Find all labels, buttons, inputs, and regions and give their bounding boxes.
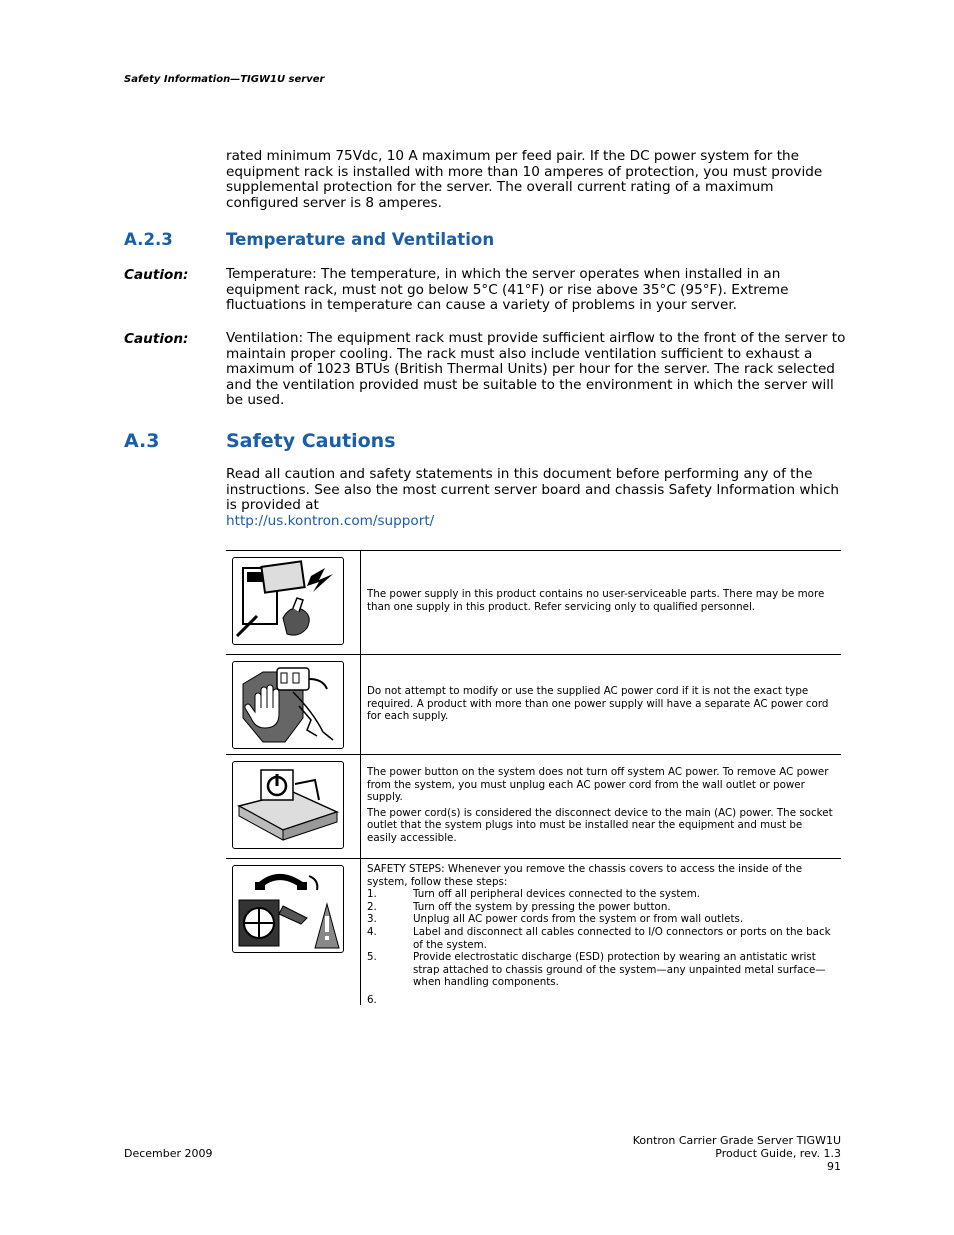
section-number: A.2.3: [124, 230, 173, 249]
page-number: 91: [827, 1160, 841, 1173]
list-item: 2. Turn off the system by pressing the power button.: [367, 900, 671, 913]
table-row: [226, 859, 841, 1005]
ac-cord-stop-hand-icon: [232, 661, 344, 749]
caution-label-temperature: Caution:: [124, 267, 189, 283]
section-title: Safety Cautions: [226, 430, 396, 452]
safety-cautions-text: Read all caution and safety statements in this document before performing any of the instructions. See also the most current server board and chassis Safety Information which is provided at: [226, 466, 840, 514]
table-row: [226, 755, 841, 859]
text-cell: [361, 755, 842, 859]
icon-cell: [226, 655, 361, 755]
section-number: A.3: [124, 430, 160, 452]
list-item: 4. Label and disconnect all cables connected to I/O connectors or ports on the back of the system.: [367, 925, 831, 951]
safety-cautions-body: [226, 467, 846, 529]
icon-cell: [226, 551, 361, 655]
list-item: 5. Provide electrostatic discharge (ESD) protection by wearing an antistatic wrist strap attached to chassis ground of the system—any unpainted metal surface—when handling components.: [367, 951, 826, 989]
row-text-2: The power cord(s) is considered the disconnect device to the main (AC) power. The socket outlet that the system plugs into must be installed near the equipment and must be easily accessible.: [367, 806, 833, 844]
safety-steps-icon: [232, 865, 344, 953]
row-text-1: The power button on the system does not turn off system AC power. To remove AC power from the system, you must unplug each AC power cord from the wall outlet or power supply.: [367, 766, 829, 804]
table-row: [226, 551, 841, 655]
footer-guide: Product Guide, rev. 1.3: [715, 1147, 841, 1160]
footer-product: Kontron Carrier Grade Server TIGW1U: [632, 1134, 841, 1147]
power-button-chassis-icon: [232, 761, 344, 849]
text-cell: [361, 551, 842, 655]
caution-temperature-text: Temperature: The temperature, in which the server operates when installed in an equipment rack, must not go below 5°C (41°F) or rise above 35°C (95°F). Extreme fluctuations in temperature can cause a variety of problems in your server.: [226, 266, 789, 314]
row-text: The power supply in this product contains no user-serviceable parts. There may be more than one supply in this product. Refer servicing only to qualified personnel.: [367, 588, 825, 613]
support-link[interactable]: http://us.kontron.com/support/: [226, 512, 435, 529]
text-cell: [361, 655, 842, 755]
safety-steps-intro: SAFETY STEPS: Whenever you remove the chassis covers to access the inside of the system, follow these steps:: [367, 863, 803, 888]
list-item: 3. Unplug all AC power cords from the system or from wall outlets.: [367, 913, 744, 926]
icon-cell: [226, 859, 361, 1005]
caution-ventilation-text: Ventilation: The equipment rack must provide sufficient airflow to the front of the server to maintain proper cooling. The rack must also include ventilation sufficient to exhaust a maximum of 1023 BTUs (British Thermal Units) per hour for the server. The rack selected and the ventilation provided must be suitable to the environment in which the server will be used.: [226, 330, 846, 409]
section-title: Temperature and Ventilation: [226, 230, 495, 249]
icon-cell: [226, 755, 361, 859]
safety-steps-list: 1. Turn off all peripheral devices connected to the system. 2. Turn off the system by pressing the power button. 3. Unplug all AC power cords from the system or from wall outlets. 4. Label and disconnect all cables connected to I/O connectors or ports on the back of the system. 5. Provide electrostatic discharge (ESD) protection by wearing an antistatic wrist strap attached to chassis ground of the system—any unpainted metal surface—when handling components. 6.: [367, 888, 835, 989]
footer-right: [633, 1134, 841, 1173]
intro-paragraph: rated minimum 75Vdc, 10 A maximum per feed pair. If the DC power system for the equipment rack is installed with more than 10 amperes of protection, you must provide supplemental protection for the server. The overall current rating of a maximum configured server is 8 amperes.: [226, 148, 823, 211]
text-cell: [361, 859, 842, 1005]
caution-label-ventilation: Caution:: [124, 331, 189, 347]
power-supply-shock-icon: [232, 557, 344, 645]
running-header: Safety Information—TIGW1U server: [124, 74, 325, 85]
list-item: 1. Turn off all peripheral devices connected to the system.: [367, 888, 701, 901]
row-text: Do not attempt to modify or use the supplied AC power cord if it is not the exact type required. A product with more than one power supply will have a separate AC power cord for each supply.: [367, 685, 829, 723]
footer-date: December 2009: [124, 1147, 213, 1160]
table-row: [226, 655, 841, 755]
safety-table: [226, 550, 841, 1005]
